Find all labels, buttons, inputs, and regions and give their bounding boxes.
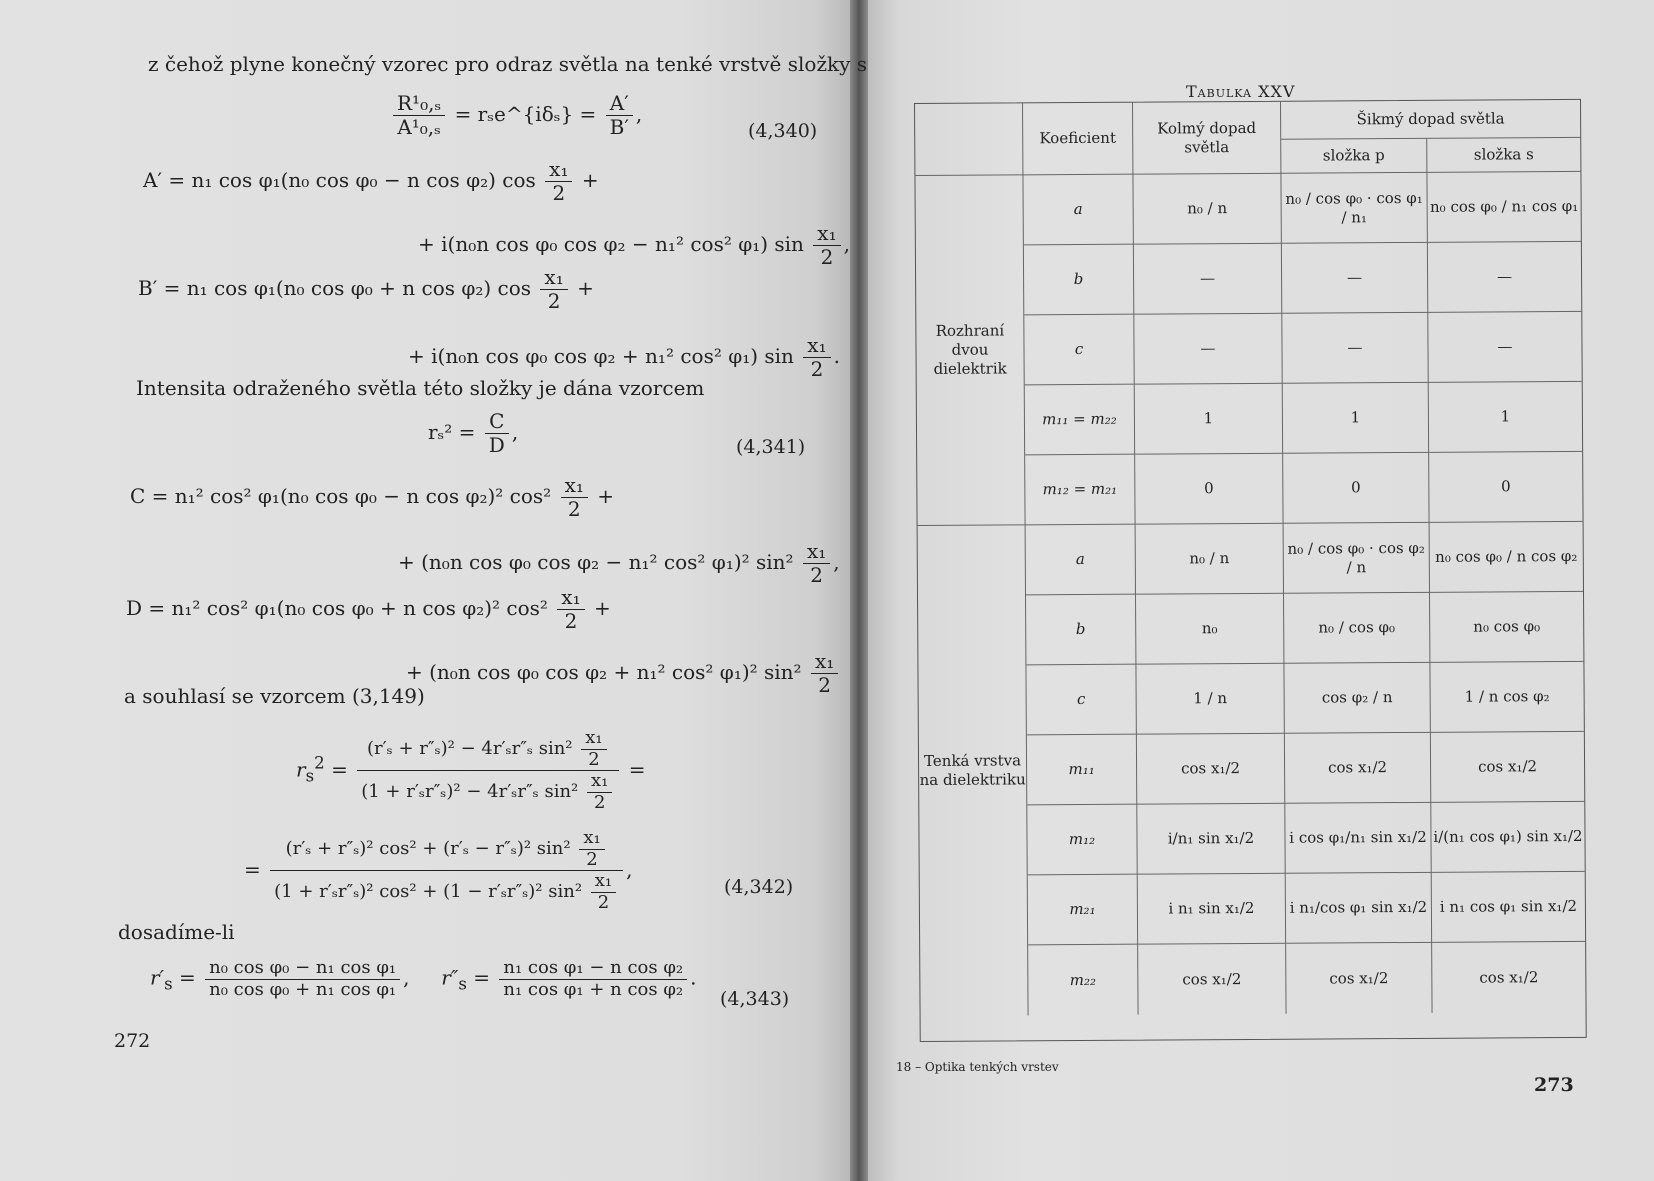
intro-text: z čehož plyne konečný vzorec pro odraz světla na tenké vrstvě složky s [148, 52, 868, 76]
cell-s: i/(n₁ cos φ₁) sin x₁/2 [1431, 802, 1584, 873]
header-component-p: složka p [1281, 139, 1427, 174]
cell-s: n₀ cos φ₀ / n₁ cos φ₁ [1427, 172, 1580, 243]
cell-p: 1 [1283, 383, 1429, 454]
cell-coef: m₁₂ [1027, 805, 1137, 876]
group-label-thin-film: Tenká vrstva na dielektriku [918, 525, 1029, 1016]
cell-s: 1 / n cos φ₂ [1430, 662, 1583, 733]
cell-normal: n₀ / n [1133, 174, 1281, 245]
group-label-interface: Rozhraní dvou dielektrik [915, 175, 1025, 526]
cell-normal: 0 [1135, 454, 1283, 525]
header-oblique-incidence: Šikmý dopad světla [1281, 100, 1580, 140]
cell-s: cos x₁/2 [1431, 732, 1584, 803]
substitute-text: dosadíme-li [118, 920, 235, 944]
cell-s: 1 [1429, 382, 1582, 453]
cell-p: i n₁/cos φ₁ sin x₁/2 [1286, 873, 1432, 944]
cell-coef: c [1024, 315, 1134, 386]
chapter-footer-note: 18 – Optika tenkých vrstev [896, 1060, 1059, 1074]
b-prime-line-1: B′ = n₁ cos φ₁(n₀ cos φ₀ + n cos φ₂) cos $\frac{\text{x₁}}{2}$ + [138, 265, 594, 313]
header-normal-incidence: Kolmý dopad světla [1133, 102, 1281, 175]
cell-normal: cos x₁/2 [1138, 944, 1286, 1015]
cell-p: — [1282, 313, 1428, 384]
b-prime-line-2: + i(n₀n cos φ₀ cos φ₂ + n₁² cos² φ₁) sin $\frac{\text{x₁}}{2}$ . [408, 333, 840, 381]
cell-s: 0 [1429, 452, 1582, 523]
page-number-left: 272 [114, 1030, 151, 1052]
equation-label-4-341: (4,341) [736, 436, 806, 458]
cell-s: — [1428, 242, 1581, 313]
header-component-s: složka s [1427, 138, 1580, 173]
cell-coef: c [1026, 665, 1136, 736]
book-gutter [850, 0, 868, 1181]
cell-p: n₀ / cos φ₀ [1284, 593, 1430, 664]
cell-normal: i n₁ sin x₁/2 [1138, 874, 1286, 945]
equation-4-340: $\frac{\text{R¹₀,ₛ}}{\text{A¹₀,ₛ}}$ = rₛe^{iδₛ} = $\frac{A'}{B'}$ , [390, 92, 642, 139]
cell-p: cos x₁/2 [1286, 943, 1432, 1014]
cell-coef: m₂₂ [1028, 945, 1138, 1016]
d-line-1: D = n₁² cos² φ₁(n₀ cos φ₀ + n cos φ₂)² cos² $\frac{\text{x₁}}{2}$ + [126, 585, 611, 633]
cell-normal: cos x₁/2 [1137, 734, 1285, 805]
cell-s: cos x₁/2 [1479, 967, 1539, 987]
cell-normal: — [1134, 314, 1282, 385]
cell-p: cos x₁/2 [1285, 733, 1431, 804]
header-coefficient: Koeficient [1023, 103, 1133, 176]
intensity-text: Intensita odraženého světla této složky je dána vzorcem [136, 376, 705, 400]
cell-p: — [1282, 243, 1428, 314]
equation-label-4-342: (4,342) [724, 876, 794, 898]
cell-coef: b [1024, 245, 1134, 316]
cell-coef: m₁₂ = m₂₁ [1025, 455, 1135, 526]
cell-p: i cos φ₁/n₁ sin x₁/2 [1285, 803, 1431, 874]
agree-text: a souhlasí se vzorcem (3,149) [124, 684, 425, 708]
cell-s: i n₁ cos φ₁ sin x₁/2 [1432, 872, 1585, 943]
cell-normal: i/n₁ sin x₁/2 [1137, 804, 1285, 875]
a-prime-line-2: + i(n₀n cos φ₀ cos φ₂ − n₁² cos² φ₁) sin $\frac{\text{x₁}}{2}$ , [418, 221, 850, 269]
cell-p: n₀ / cos φ₀ · cos φ₁ / n₁ [1281, 173, 1427, 244]
cell-s: n₀ cos φ₀ / n cos φ₂ [1430, 522, 1583, 593]
cell-s: — [1428, 312, 1581, 383]
cell-coef: m₁₁ = m₂₂ [1025, 385, 1135, 456]
cell-s: n₀ cos φ₀ [1430, 592, 1583, 663]
cell-normal: n₀ [1136, 594, 1284, 665]
equation-4-342-part-2: = (r′ₛ + r″ₛ)² cos² + (r′ₛ − r″ₛ)² sin² $\frac{\text{x₁}}{2}$ (1 + r′ₛr″ₛ)² cos² + (1 − r′ₛr″ₛ)² sin² $\frac{\text{x₁}}{2}$ , [244, 827, 633, 914]
c-line-2: + (n₀n cos φ₀ cos φ₂ − n₁² cos² φ₁)² sin² $\frac{\text{x₁}}{2}$ , [398, 539, 840, 587]
equation-label-4-343: (4,343) [720, 988, 790, 1010]
cell-p: cos φ₂ / n [1284, 663, 1430, 734]
cell-p: n₀ / cos φ₀ · cos φ₂ / n [1284, 523, 1430, 594]
cell-coef: m₂₁ [1028, 875, 1138, 946]
equation-label-4-340: (4,340) [748, 120, 818, 142]
cell-coef: a [1023, 175, 1133, 246]
c-line-1: C = n₁² cos² φ₁(n₀ cos φ₀ − n cos φ₂)² cos² $\frac{\text{x₁}}{2}$ + [130, 473, 614, 521]
cell-normal: 1 / n [1136, 664, 1284, 735]
table-title: Tabulka XXV [1186, 82, 1296, 101]
cell-normal: 1 [1135, 384, 1283, 455]
cell-normal: — [1134, 244, 1282, 315]
equation-4-342-part-1: $r_s^2$ = (r′ₛ + r″ₛ)² − 4r′ₛr″ₛ sin² $\frac{\text{x₁}}{2}$ (1 + r′ₛr″ₛ)² − 4r′ₛr″ₛ sin² $\frac{\text{x₁}}{2}$ = [296, 727, 646, 814]
cell-p: 0 [1283, 453, 1429, 524]
d-line-2: + (n₀n cos φ₀ cos φ₂ + n₁² cos² φ₁)² sin² $\frac{\text{x₁}}{2}$ [406, 650, 841, 697]
equation-4-341: rₛ² = $\frac{C}{D}$ , [428, 409, 519, 457]
coefficient-table [914, 99, 1587, 1042]
a-prime-line-1: A′ = n₁ cos φ₁(n₀ cos φ₀ − n cos φ₂) cos $\frac{\text{x₁}}{2}$ + [143, 157, 599, 205]
page-number-right: 273 [1534, 1074, 1574, 1096]
equation-4-343: $r'_s$ = $\frac{\text{n₀ cos φ₀ − n₁ cos φ₁}}{\text{n₀ cos φ₀ + n₁ cos φ₁}}$ , $r''_s$ = $\frac{\text{n₁ cos φ₁ − n cos φ₂}}{\text{n₁ cos φ₁ + n cos φ₂}}$ . [150, 957, 697, 1000]
cell-coef: a [1026, 525, 1136, 596]
table-header-empty [915, 103, 1023, 176]
cell-coef: b [1026, 595, 1136, 666]
cell-normal: n₀ / n [1136, 524, 1284, 595]
cell-coef: m₁₁ [1027, 735, 1137, 806]
